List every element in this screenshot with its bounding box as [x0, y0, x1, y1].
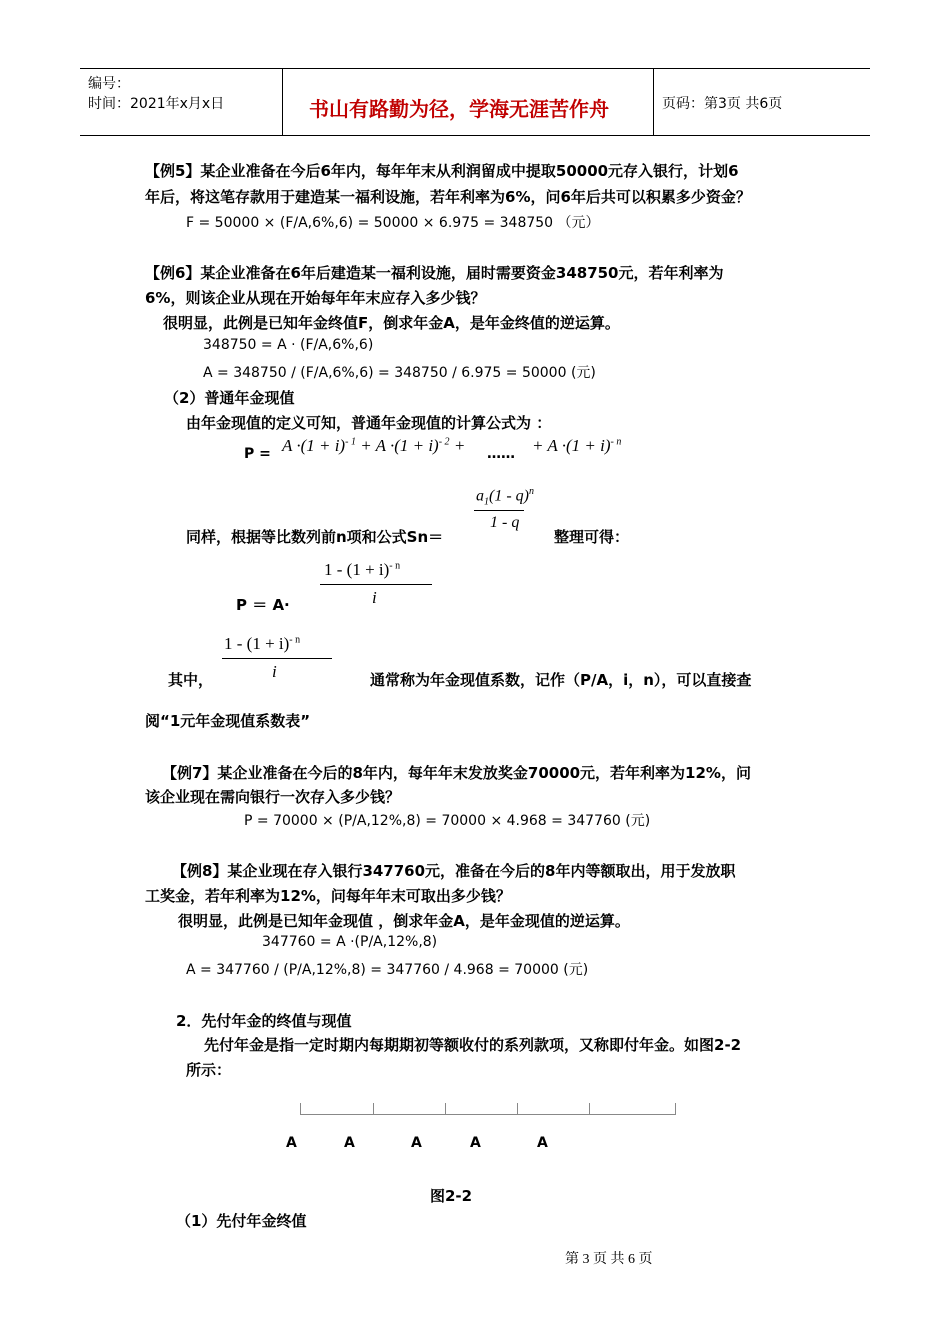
- ex6-formula1: 348750 = A · (F/A,6%,6): [203, 337, 374, 353]
- pv-series-formula: [282, 436, 465, 456]
- sn-fraction: [474, 486, 544, 536]
- p-label: P =: [244, 446, 271, 462]
- note-numerator: [224, 634, 300, 654]
- series-last-term: [532, 436, 621, 456]
- note-suffix: 通常称为年金现值系数，记作（P/A，i，n），可以直接查: [370, 671, 752, 689]
- ex6-line3: 很明显，此例是已知年金终值F，倒求年金A，是年金终值的逆运算。: [163, 314, 620, 332]
- ex5-formula: F = 50000 × (F/A,6%,6) = 50000 × 6.975 = 348750 （元）: [186, 215, 600, 231]
- pv-factor-numerator: [324, 560, 400, 580]
- p2-label: P ＝ A·: [236, 596, 290, 614]
- timeline-axis: [300, 1103, 676, 1115]
- header-motto-cell: [282, 69, 654, 135]
- timeline-tick: [517, 1103, 518, 1115]
- series-term2: + A ·(1 + i): [355, 436, 439, 455]
- ex7-line2: 该企业现在需向银行一次存入多少钱？: [145, 788, 401, 806]
- series-plus: +: [449, 436, 466, 455]
- page-footer: 第 3 页 共 6 页: [565, 1252, 653, 1267]
- ex5-line2: 年后，将这笔存款用于建造某一福利设施，若年利率为6%，问6年后共可以积累多少资金？: [145, 188, 751, 206]
- series-exp1: - 1: [345, 436, 356, 448]
- sn-num-a: a: [476, 487, 484, 505]
- timeline-tick: [589, 1103, 590, 1115]
- series-term1: A ·(1 + i): [282, 436, 346, 455]
- ex8-line3: 很明显，此例是已知年金现值 ，倒求年金A，是年金现值的逆运算。: [178, 912, 630, 930]
- series-dots: ……: [487, 446, 515, 462]
- pv-intro: 由年金现值的定义可知，普通年金现值的计算公式为 ：: [186, 414, 552, 432]
- s2-line2: 所示：: [186, 1061, 232, 1079]
- pv-factor-fraction: [320, 560, 432, 610]
- page-label: 页码：第3页 共6页: [662, 96, 783, 112]
- sn-num-sub: 1: [484, 496, 489, 508]
- sn-num-rest: (1 - q): [489, 487, 529, 505]
- motto: 书山有路勤为径，学海无涯苦作舟: [309, 97, 609, 121]
- s2-heading: 2．先付年金的终值与现值: [176, 1012, 352, 1030]
- pv-factor-denominator: i: [372, 588, 377, 607]
- note-denominator: i: [272, 662, 277, 681]
- timeline-tick: [373, 1103, 374, 1115]
- sn-numerator: [476, 486, 534, 508]
- s2-subheading: （1）先付年金终值: [176, 1212, 307, 1230]
- ex6-line1: 【例6】某企业准备在6年后建造某一福利设施，届时需要资金348750元，若年利率为: [145, 264, 724, 282]
- note-fraction: [222, 634, 332, 684]
- ex6-formula2: A = 348750 / (F/A,6%,6) = 348750 / 6.975 = 50000 (元): [203, 365, 596, 381]
- note-prefix: 其中，: [168, 671, 214, 689]
- ex6-line2: 6%，则该企业从现在开始每年年末应存入多少钱？: [145, 289, 486, 307]
- timeline-a-label: A: [470, 1135, 481, 1151]
- note-num-exp: - n: [289, 634, 301, 646]
- series-term3: + A ·(1 + i): [532, 436, 611, 455]
- header-page-cell: [654, 69, 870, 135]
- pv-factor-num-exp: - n: [389, 560, 401, 572]
- sn-num-exp: n: [528, 486, 534, 497]
- ex7-line1: 【例7】某企业准备在今后的8年内，每年年末发放奖金70000元，若年利率为12%，问: [162, 764, 751, 782]
- ex8-line1: 【例8】某企业现在存入银行347760元，准备在今后的8年内等额取出，用于发放职: [172, 862, 736, 880]
- note-line2: 阅“1元年金现值系数表”: [145, 712, 311, 730]
- sn-suffix: 整理可得：: [554, 528, 630, 546]
- pv-factor-num-text: 1 - (1 + i): [324, 560, 390, 579]
- note-num-text: 1 - (1 + i): [224, 634, 290, 653]
- timeline-a-label: A: [286, 1135, 297, 1151]
- ex8-formula1: 347760 = A ·(P/A,12%,8): [262, 934, 438, 950]
- pv-factor-line: [320, 584, 432, 585]
- timeline-a-label: A: [411, 1135, 422, 1151]
- time-label: 时间：2021年x月x日: [88, 96, 225, 112]
- s2-line1: 先付年金是指一定时期内每期期初等额收付的系列款项，又称即付年金。如图2-2: [204, 1036, 742, 1054]
- ex5-line1: 【例5】某企业准备在今后6年内，每年年末从利润留成中提取50000元存入银行，计划6: [145, 162, 739, 180]
- sn-fraction-line: [474, 510, 524, 511]
- sn-prefix: 同样，根据等比数列前n项和公式Sn＝: [186, 528, 444, 546]
- timeline-tick: [445, 1103, 446, 1115]
- timeline-a-label: A: [344, 1135, 355, 1151]
- figure-caption: 图2-2: [430, 1187, 473, 1205]
- ex8-formula2: A = 347760 / (P/A,12%,8) = 347760 / 4.968 = 70000 (元): [186, 962, 589, 978]
- ex8-line2: 工奖金，若年利率为12%，问每年年末可取出多少钱？: [145, 887, 511, 905]
- series-exp2: - 2: [438, 436, 450, 448]
- ex7-formula: P = 70000 × (P/A,12%,8) = 70000 × 4.968 = 347760 (元): [244, 813, 651, 829]
- note-fraction-line: [222, 658, 332, 659]
- header-meta: [80, 69, 282, 135]
- pv-heading: （2）普通年金现值: [164, 389, 295, 407]
- sn-denominator: 1 - q: [490, 514, 520, 531]
- number-label: 编号：: [88, 76, 130, 92]
- series-exp3: - n: [610, 436, 622, 448]
- page-header: [80, 68, 870, 136]
- timeline-a-label: A: [537, 1135, 548, 1151]
